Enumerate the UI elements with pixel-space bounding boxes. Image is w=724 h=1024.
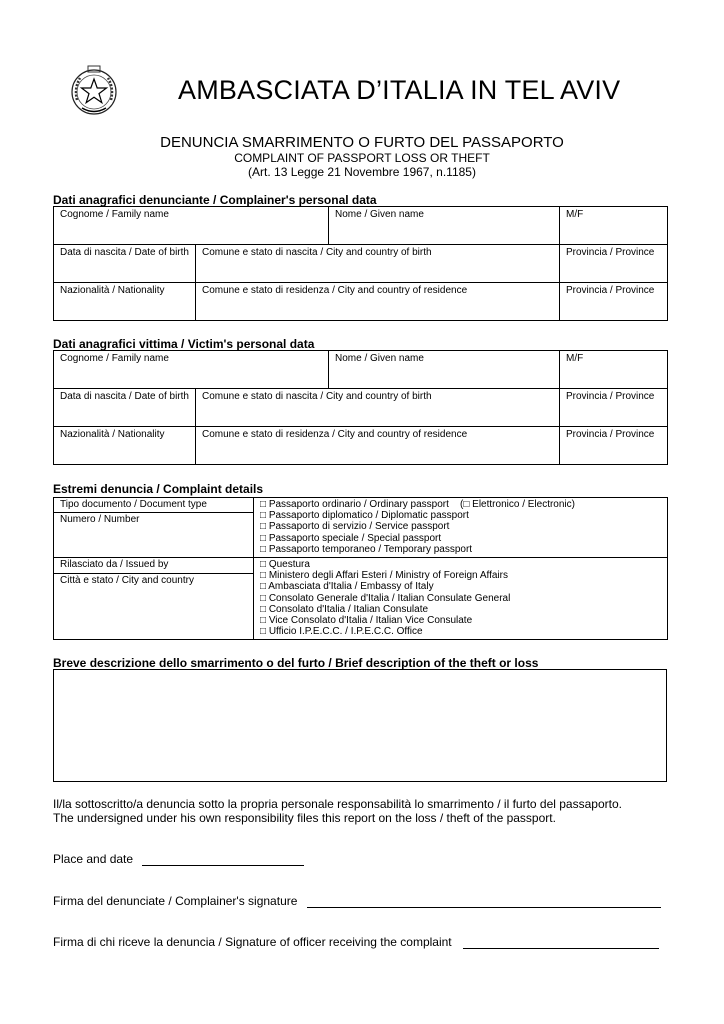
issued-by-field[interactable]: Rilasciato da / Issued by xyxy=(54,558,254,574)
doc-option-special[interactable]: □ Passaporto speciale / Special passport xyxy=(260,532,442,544)
victim-residence-field[interactable]: Comune e stato di residenza / City and country of residence xyxy=(196,427,560,465)
complainer-given-name-field[interactable]: Nome / Given name xyxy=(329,207,560,245)
complainer-residence-field[interactable]: Comune e stato di residenza / City and country of residence xyxy=(196,283,560,321)
issuer-option-ipecc[interactable]: □ Ufficio I.P.E.C.C. / I.P.E.C.C. Office xyxy=(260,626,423,638)
victim-given-name-field[interactable]: Nome / Given name xyxy=(329,351,560,389)
place-date-label: Place and date xyxy=(53,852,134,866)
place-date-input[interactable] xyxy=(142,853,304,866)
issuer-option-vice-consulate[interactable]: □ Vice Consolato d'Italia / Italian Vice Consulate xyxy=(260,615,473,627)
doc-option-diplomatic[interactable]: □ Passaporto diplomatico / Diplomatic passport xyxy=(260,510,469,522)
complainer-signature-input[interactable] xyxy=(307,895,661,908)
complainer-residence-province-field[interactable]: Provincia / Province xyxy=(560,283,668,321)
place-date-row xyxy=(53,852,304,866)
issuer-option-consulate[interactable]: □ Consolato d'Italia / Italian Consulate xyxy=(260,603,429,615)
doc-number-field[interactable]: Numero / Number xyxy=(54,513,254,558)
complainer-table xyxy=(53,206,668,321)
issuer-option-questura[interactable]: □ Questura xyxy=(260,559,310,571)
complainer-birth-date-field[interactable]: Data di nascita / Date of birth xyxy=(54,245,196,283)
victim-birth-province-field[interactable]: Provincia / Province xyxy=(560,389,668,427)
complaint-table xyxy=(53,497,668,640)
victim-residence-province-field[interactable]: Provincia / Province xyxy=(560,427,668,465)
complainer-birth-place-field[interactable]: Comune e stato di nascita / City and country of birth xyxy=(196,245,560,283)
victim-birth-date-field[interactable]: Data di nascita / Date of birth xyxy=(54,389,196,427)
victim-nationality-field[interactable]: Nazionalità / Nationality xyxy=(54,427,196,465)
complainer-signature-row xyxy=(53,894,661,908)
law-reference: (Art. 13 Legge 21 Novembre 1967, n.1185) xyxy=(248,165,476,179)
victim-birth-place-field[interactable]: Comune e stato di nascita / City and country of birth xyxy=(196,389,560,427)
doc-type-options xyxy=(254,498,668,558)
doc-option-service[interactable]: □ Passaporto di servizio / Service passport xyxy=(260,521,450,533)
complainer-mf-field[interactable]: M/F xyxy=(560,207,668,245)
issuer-option-consulate-general[interactable]: □ Consolato Generale d'Italia / Italian Consulate General xyxy=(260,592,511,604)
complainer-signature-label: Firma del denunciate / Complainer's signature xyxy=(53,894,298,908)
declaration-en: The undersigned under his own responsibility files this report on the loss / theft of the passport. xyxy=(53,811,556,825)
officer-signature-input[interactable] xyxy=(463,936,659,949)
issuer-options xyxy=(254,558,668,640)
page-title: AMBASCIATA D’ITALIA IN TEL AVIV xyxy=(178,75,621,105)
description-textarea[interactable] xyxy=(53,669,667,782)
officer-signature-label: Firma di chi riceve la denuncia / Signature of officer receiving the complaint xyxy=(53,935,452,949)
form-title-it: DENUNCIA SMARRIMENTO O FURTO DEL PASSAPORTO xyxy=(160,134,564,151)
issuer-option-embassy[interactable]: □ Ambasciata d'Italia / Embassy of Italy xyxy=(260,581,434,593)
complainer-nationality-field[interactable]: Nazionalità / Nationality xyxy=(54,283,196,321)
issuer-city-country-field[interactable]: Città e stato / City and country xyxy=(54,574,254,640)
officer-signature-row xyxy=(53,935,659,949)
italian-emblem-icon xyxy=(68,62,120,118)
doc-option-temporary[interactable]: □ Passaporto temporaneo / Temporary passport xyxy=(260,543,473,555)
declaration-it: Il/la sottoscritto/a denuncia sotto la propria personale responsabilità lo smarrimento / il furto del passaporto. xyxy=(53,797,622,811)
victim-family-name-field[interactable]: Cognome / Family name xyxy=(54,351,329,389)
complaint-section-heading: Estremi denuncia / Complaint details xyxy=(53,482,264,496)
victim-section-heading: Dati anagrafici vittima / Victim's personal data xyxy=(53,337,315,351)
complainer-section-heading: Dati anagrafici denunciante / Complainer's personal data xyxy=(53,193,377,207)
victim-table xyxy=(53,350,668,465)
victim-mf-field[interactable]: M/F xyxy=(560,351,668,389)
doc-type-field[interactable]: Tipo documento / Document type xyxy=(54,498,254,513)
complainer-birth-province-field[interactable]: Provincia / Province xyxy=(560,245,668,283)
complainer-family-name-field[interactable]: Cognome / Family name xyxy=(54,207,329,245)
description-heading: Breve descrizione dello smarrimento o del furto / Brief description of the theft or loss xyxy=(53,656,539,670)
issuer-option-ministry[interactable]: □ Ministero degli Affari Esteri / Ministry of Foreign Affairs xyxy=(260,570,508,582)
form-title-en: COMPLAINT OF PASSPORT LOSS OR THEFT xyxy=(234,151,490,165)
doc-option-ordinary[interactable]: □ Passaporto ordinario / Ordinary passport (□ Elettronico / Electronic) xyxy=(260,499,575,510)
